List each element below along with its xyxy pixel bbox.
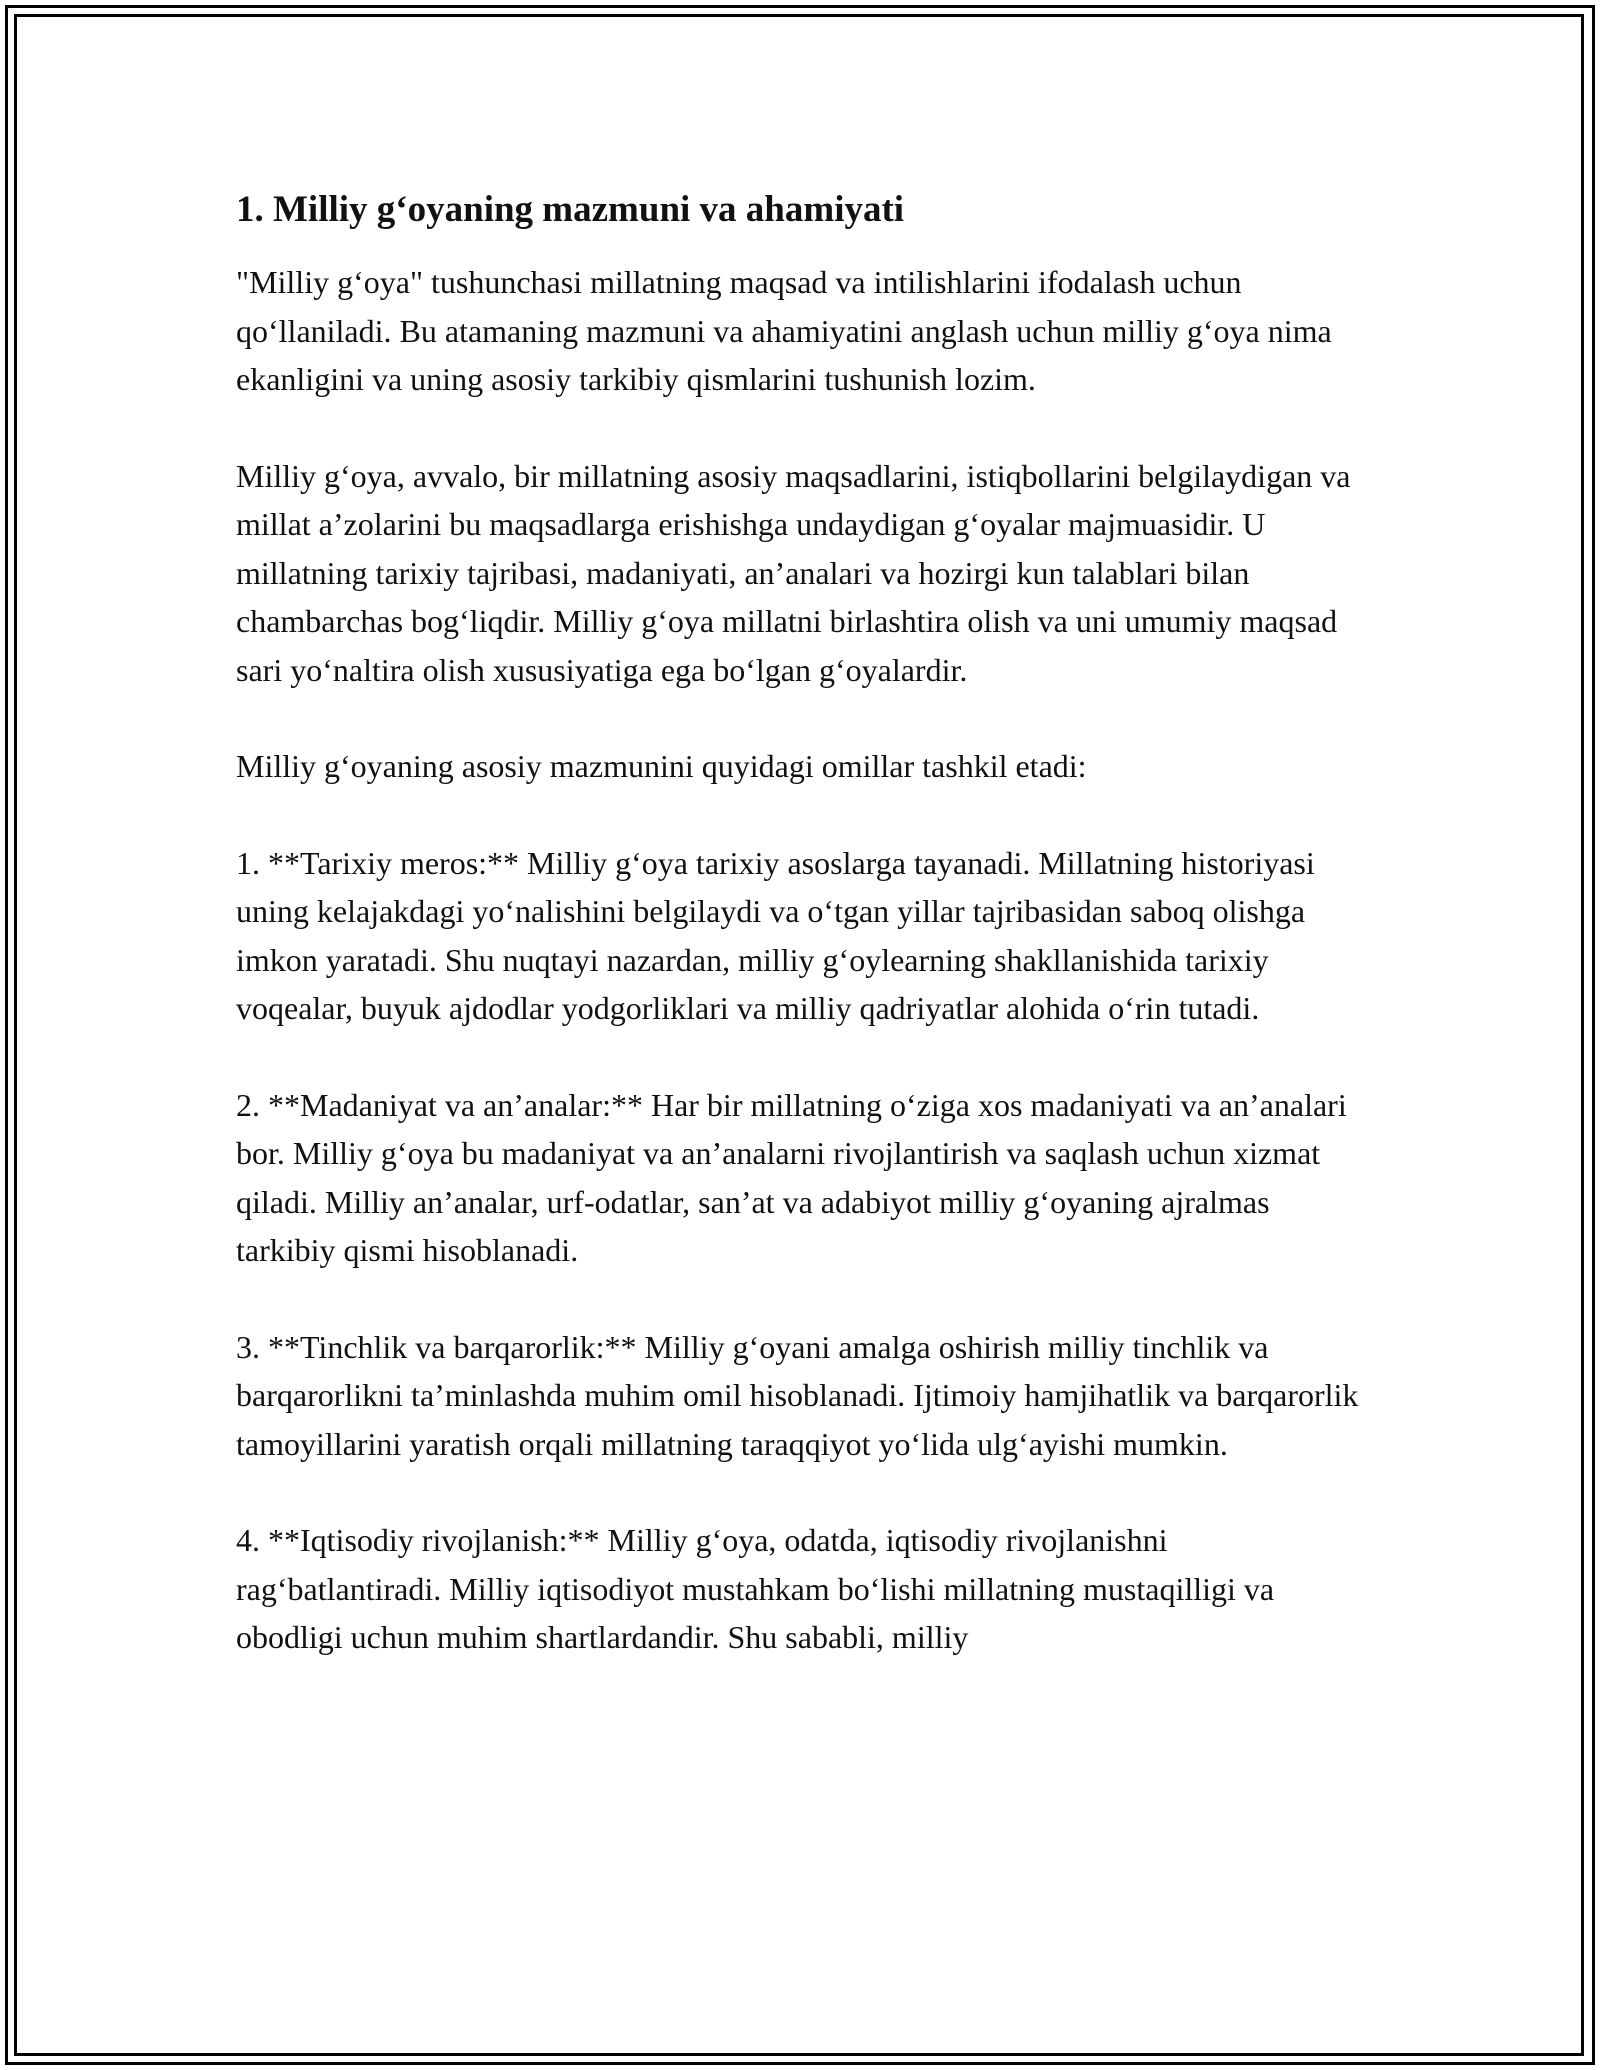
section-heading: 1. Milliy g‘oyaning mazmuni va ahamiyati	[236, 189, 905, 230]
definition-paragraph: Milliy g‘oya, avvalo, bir millatning asosiy maqsadlarini, istiqbollarini belgilaydigan va millat a’zolarini bu maqsadlarga erishishga undaydigan g‘oyalar majmuasidir. U millatning tarixiy tajribasi, madaniyati, an’analari va hozirgi kun talablari bilan chambarchas bog‘liqdir. Milliy g‘oya millatni birlashtira olish va uni umumiy maqsad sari yo‘naltira olish xususiyatiga ega bo‘lgan g‘oyalardir.	[236, 457, 1351, 688]
document-body	[236, 186, 1376, 1710]
list-item-peace-stability: 3. **Tinchlik va barqarorlik:** Milliy g‘oyani amalga oshirish milliy tinchlik va barqarorlikni ta’minlashda muhim omil hisoblanadi. Ijtimoiy hamjihatlik va barqarorlik tamoyillarini yaratish orqali millatning taraqqiyot yo‘lida ulg‘ayishi mumkin.	[236, 1328, 1359, 1462]
intro-paragraph: "Milliy g‘oya" tushunchasi millatning maqsad va intilishlarini ifodalash uchun qo‘llaniladi. Bu atamaning mazmuni va ahamiyatini anglash uchun milliy g‘oya nima ekanligini va uning asosiy tarkibiy qismlarini tushunish lozim.	[236, 264, 1332, 397]
list-item-economic-development: 4. **Iqtisodiy rivojlanish:** Milliy g‘oya, odatda, iqtisodiy rivojlanishni rag‘batlantiradi. Milliy iqtisodiyot mustahkam bo‘lishi millatning mustaqilligi va obodligi uchun muhim shartlardandir. Shu sababli, milliy	[236, 1522, 1275, 1655]
factors-intro-paragraph: Milliy g‘oyaning asosiy mazmunini quyidagi omillar tashkil etadi:	[236, 748, 1087, 784]
list-item-historical-heritage: 1. **Tarixiy meros:** Milliy g‘oya tarixiy asoslarga tayanadi. Millatning historiyasi uning kelajakdagi yo‘nalishini belgilaydi va o‘tgan yillar tajribasidan saboq olishga imkon yaratadi. Shu nuqtayi nazardan, milliy g‘oylearning shakllanishida tarixiy voqealar, buyuk ajdodlar yodgorliklari va milliy qadriyatlar alohida o‘rin tutadi.	[236, 844, 1315, 1026]
list-item-culture-traditions: 2. **Madaniyat va an’analar:** Har bir millatning o‘ziga xos madaniyati va an’analari bor. Milliy g‘oya bu madaniyat va an’analarni rivojlantirish va saqlash uchun xizmat qiladi. Milliy an’analar, urf-odatlar, san’at va adabiyot milliy g‘oyaning ajralmas tarkibiy qismi hisoblanadi.	[236, 1086, 1347, 1268]
